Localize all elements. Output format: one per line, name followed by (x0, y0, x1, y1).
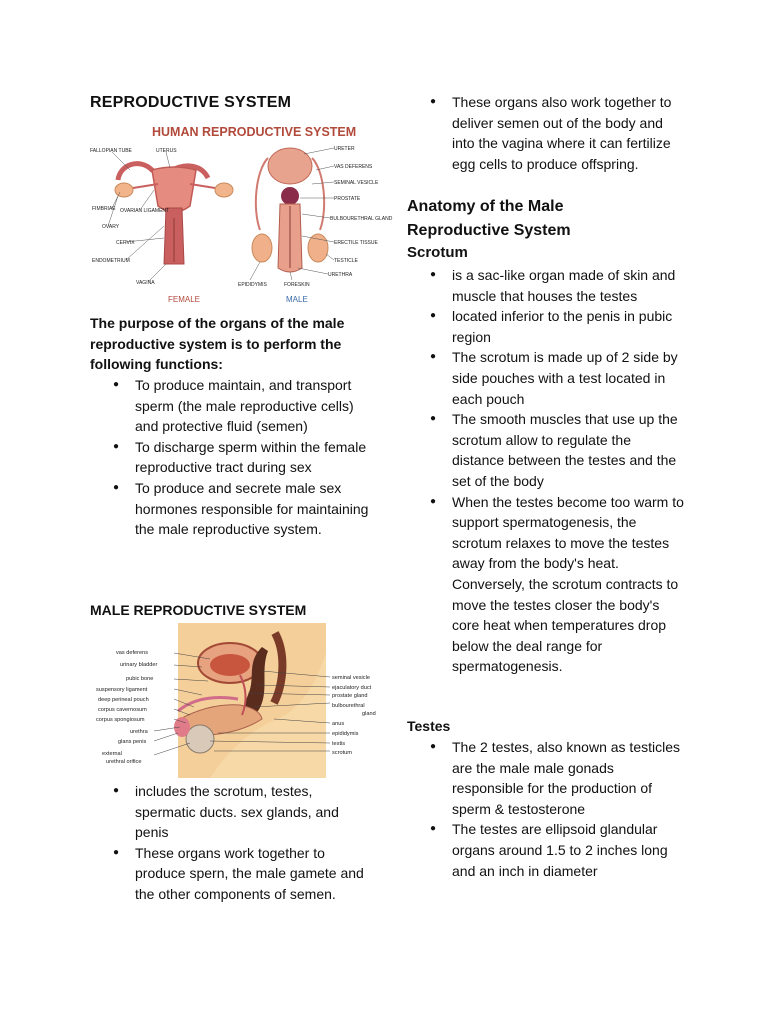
label-foreskin: FORESKIN (284, 282, 310, 288)
human-reproductive-diagram (90, 118, 393, 310)
list-item: ● located inferior to the penis in pubic region (407, 306, 685, 347)
human-reproductive-system-figure (90, 118, 393, 310)
label-erectile-tissue: ERECTILE TISSUE (334, 240, 378, 246)
label-endometrium: ENDOMETRIUM (92, 258, 130, 264)
list-item: ● is a sac-like organ made of skin and muscle that houses the testes (407, 265, 685, 306)
top-items-list (407, 92, 685, 174)
list-item: ● To produce and secrete male sex hormones responsible for maintaining the male reproductive system. (90, 478, 375, 540)
anatomy-heading: Anatomy of the Male Reproductive System (407, 198, 571, 239)
male-anatomy-diagram (90, 623, 380, 778)
label-deep-perineal-pouch: deep perineal pouch (98, 697, 149, 703)
testes-heading: Testes (407, 718, 451, 734)
label-vagina: VAGINA (136, 280, 155, 286)
label-epididymis: EPIDIDYMIS (238, 282, 267, 288)
label-ovary: OVARY (102, 224, 120, 230)
label-urinary-bladder: urinary bladder (120, 662, 158, 668)
label-external: external (102, 751, 122, 757)
list-item: ● includes the scrotum, testes, spermatic ducts. sex glands, and penis (90, 781, 375, 843)
page-title: REPRODUCTIVE SYSTEM (90, 94, 292, 111)
functions-list (90, 375, 375, 540)
figure-heading: HUMAN REPRODUCTIVE SYSTEM (152, 125, 357, 139)
male-system-heading: MALE REPRODUCTIVE SYSTEM (90, 602, 307, 618)
label-epididymis-2: epididymis (332, 731, 359, 737)
label-corpus-cavernosum: corpus cavernosum (98, 707, 147, 713)
label-uterus: UTERUS (156, 148, 177, 154)
label-glans-penis: glans penis (118, 739, 147, 745)
label-urethra: URETHRA (328, 272, 353, 278)
label-bulbourethral: bulbourethral (332, 703, 365, 709)
male-reproductive-figure (90, 623, 380, 778)
label-testicle: TESTICLE (334, 258, 358, 264)
label-fallopian-tube: FALLOPIAN TUBE (90, 148, 132, 154)
list-item: ● The scrotum is made up of 2 side by side pouches with a test located in each pouch (407, 347, 685, 409)
label-urethral-orifice: urethral orifice (106, 759, 142, 765)
label-ejaculatory-duct: ejaculatory duct (332, 685, 372, 691)
list-item: ● These organs work together to produce spern, the male gamete and the other components of semen. (90, 843, 375, 905)
label-gland: gland (362, 711, 376, 717)
label-testis: testis (332, 741, 346, 747)
purpose-intro: The purpose of the organs of the male reproductive system is to perform the following functions: (90, 315, 345, 372)
label-prostate-gland: prostate gland (332, 693, 368, 699)
label-anus: anus (332, 721, 345, 727)
label-pubic-bone: pubic bone (126, 676, 154, 682)
label-seminal-vesicle-2: seminal vesicle (332, 675, 370, 681)
label-fimbriae: FIMBRIAE (92, 206, 116, 212)
male-label: MALE (286, 295, 308, 304)
list-item: ● The smooth muscles that use up the scrotum allow to regulate the distance between the testes and the set of the body (407, 409, 685, 491)
label-corpus-spongiosum: corpus spongiosum (96, 717, 145, 723)
label-seminal-vesicle: SEMINAL VESICLE (334, 180, 379, 186)
list-item: ● To produce maintain, and transport sperm (the male reproductive cells) and protective fluid (semen) (90, 375, 375, 437)
male-organs-illustration (252, 148, 328, 272)
list-item: ● To discharge sperm within the female reproductive tract during sex (90, 437, 375, 478)
testes-list (407, 737, 685, 881)
label-suspensory-ligament: suspensory ligament (96, 687, 148, 693)
label-ovarian-ligament: OVARIAN LIGAMENT (120, 208, 170, 214)
label-bulbourethral-gland: BULBOURETHRAL GLAND (330, 216, 393, 222)
label-prostate: PROSTATE (334, 196, 361, 202)
scrotum-heading: Scrotum (407, 244, 468, 261)
label-urethra-2: urethra (130, 729, 148, 735)
list-item: ● The testes are ellipsoid glandular organs around 1.5 to 2 inches long and an inch in diameter (407, 819, 685, 881)
list-item: ● The 2 testes, also known as testicles are the male male gonads responsible for the production of sperm & testosterone (407, 737, 685, 819)
list-item: ● When the testes become too warm to support spermatogenesis, the scrotum relaxes to move the testes away from the body's heat. Conversely, the scrotum contracts to move the testes closer the body's core heat when temperatures drop below the deal range for spermatogenesis. (407, 492, 685, 677)
male-items-list (90, 781, 375, 905)
label-scrotum-fig: scrotum (332, 750, 352, 756)
label-vas-deferens: VAS DEFERENS (334, 164, 373, 170)
label-cervix: CERVIX (116, 240, 135, 246)
label-ureter: URETER (334, 146, 355, 152)
scrotum-list (407, 265, 685, 677)
label-vas-deferens-2: vas deferens (116, 650, 149, 656)
list-item: ● These organs also work together to deliver semen out of the body and into the vagina where it can fertilize egg cells to produce offspring. (407, 92, 685, 174)
female-label: FEMALE (168, 295, 201, 304)
